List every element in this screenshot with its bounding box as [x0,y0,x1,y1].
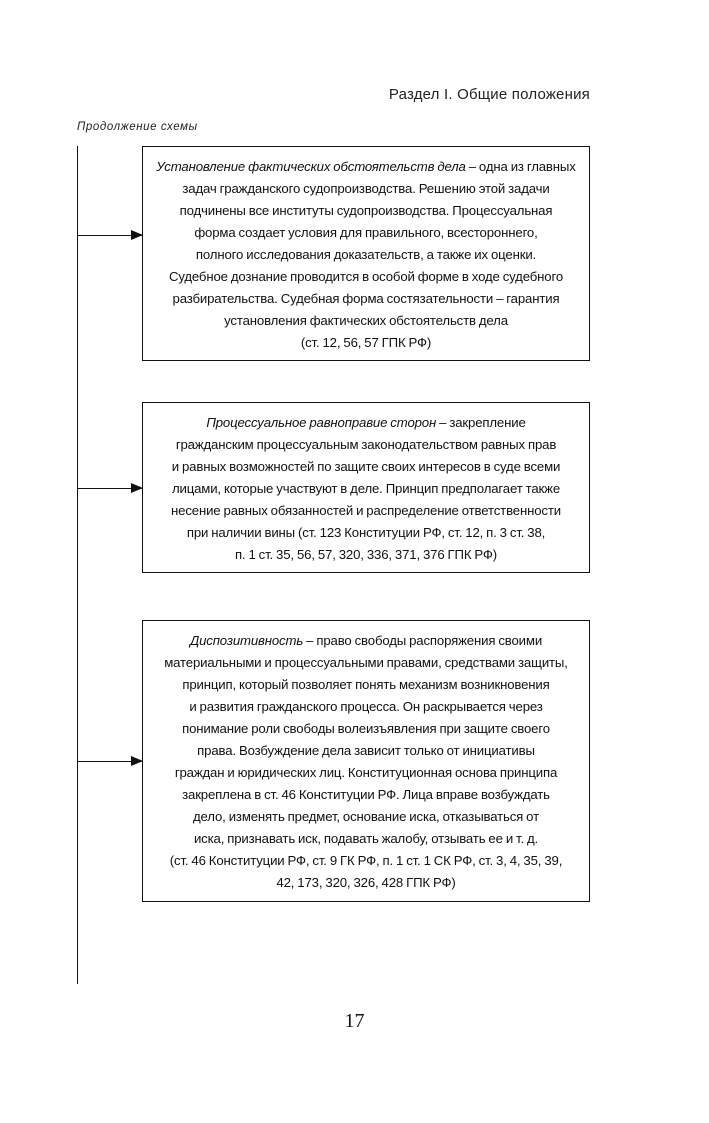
box-text-line: дело, изменять предмет, основание иска, отказываться от [193,809,539,824]
box-citation-line: п. 1 ст. 35, 56, 57, 320, 336, 371, 376 ГПК РФ) [234,547,498,562]
box-text-line: установления фактических обстоятельств дела [224,313,508,328]
principle-box-dispositivity [142,620,590,902]
box-citation-line: 42, 173, 320, 326, 428 ГПК РФ) [276,875,456,890]
box-text-line: и развития гражданского процесса. Он раскрывается через [189,699,543,714]
box-text: – закрепление [436,415,526,430]
box-text-line: граждан и юридических лиц. Конституционная основа принципа [174,765,558,780]
arrow-to-box-2 [78,488,142,489]
box-text-line: гражданским процессуальным законодательством равных прав [175,437,557,452]
box-first-line [153,630,579,652]
box-text-line: права. Возбуждение дела зависит только от инициативы [197,743,535,758]
box-text-line: задач гражданского судопроизводства. Решению этой задачи [182,181,550,196]
box-text-line: подчинены все институты судопроизводства. Процессуальная [179,203,553,218]
box-text-line: понимание роли свободы волеизъявления при защите своего [182,721,550,736]
box-text-line: и равных возможностей по защите своих интересов в суде всеми [171,459,561,474]
box-citation-line: (ст. 46 Конституции РФ, ст. 9 ГК РФ, п. 1 ст. 1 СК РФ, ст. 3, 4, 35, 39, [169,853,563,868]
box-citation-line: (ст. 12, 56, 57 ГПК РФ) [300,335,432,350]
box-text-line: принцип, который позволяет понять механизм возникновения [182,677,550,692]
box-text-line: разбирательства. Судебная форма состязательности – гарантия [172,291,560,306]
principle-box-equality-of-parties [142,402,590,573]
box-text-line: при наличии вины (ст. 123 Конституции РФ, ст. 12, п. 3 ст. 38, [186,525,546,540]
arrow-to-box-3 [78,761,142,762]
box-text-line: лицами, которые участвуют в деле. Принцип предполагает также [171,481,561,496]
box-text-line: полного исследования доказательств, а также их оценки. [195,247,537,262]
principle-box-fact-finding [142,146,590,361]
box-text-line: материальными и процессуальными правами, средствами защиты, [164,655,568,670]
running-header: Раздел I. Общие положения [388,86,590,103]
principle-term: Установление фактических обстоятельств дела [156,159,466,174]
principle-term: Диспозитивность [189,633,304,648]
page-number: 17 [344,1010,365,1032]
box-text: – право свободы распоряжения своими [303,633,543,648]
scheme-vertical-line [77,146,78,984]
box-text-line: форма создает условия для правильного, всестороннего, [194,225,538,240]
arrow-to-box-1 [78,235,142,236]
principle-term: Процессуальное равноправие сторон [206,415,437,430]
box-text-line: Судебное дознание проводится в особой форме в ходе судебного [168,269,564,284]
box-text: – одна из главных [465,159,576,174]
box-text-line: иска, признавать иск, подавать жалобу, отзывать ее и т. д. [193,831,539,846]
scheme-continuation-label: Продолжение схемы [77,121,198,133]
box-first-line [153,412,579,434]
box-first-line [153,156,579,178]
box-text-line: несение равных обязанностей и распределение ответственности [171,503,561,518]
box-text-line: закреплена в ст. 46 Конституции РФ. Лица вправе возбуждать [182,787,550,802]
